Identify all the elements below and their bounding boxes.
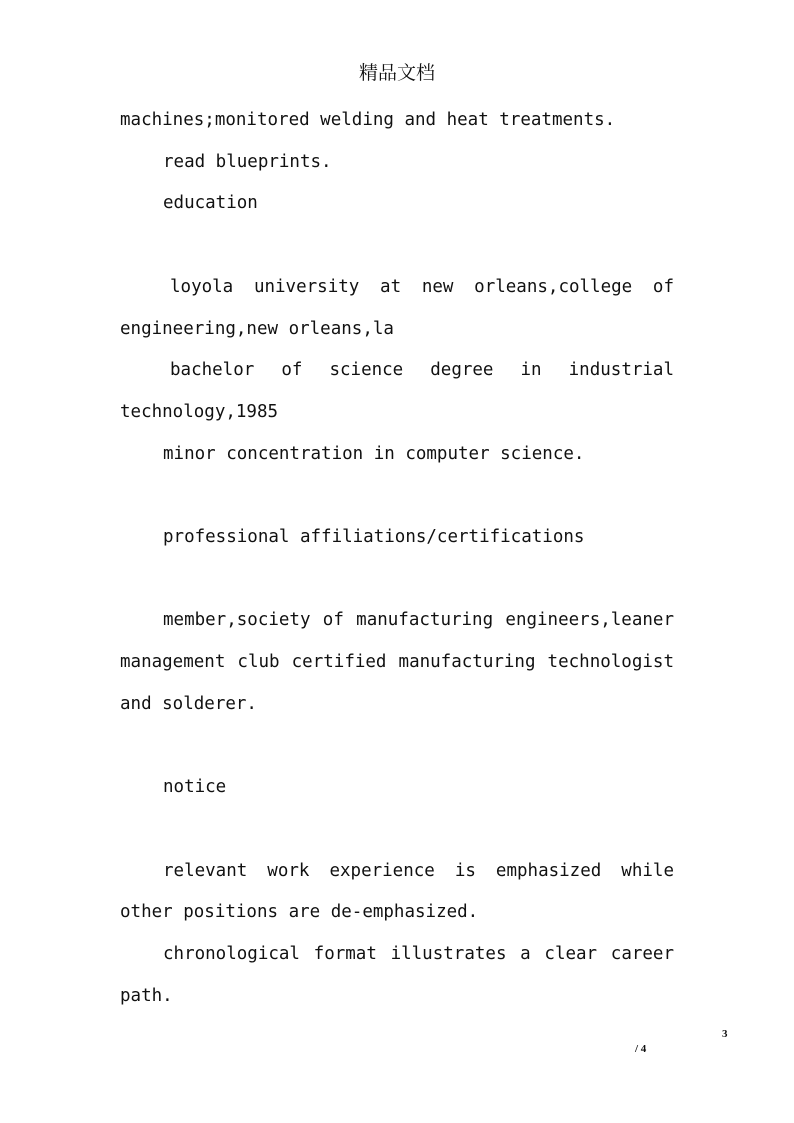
education-minor: minor concentration in computer science. xyxy=(163,443,585,464)
page-number: 3 xyxy=(722,1028,728,1040)
document-body xyxy=(120,100,674,1017)
body-line-continuation: machines;monitored welding and heat treatments. xyxy=(120,110,616,130)
document-header-title: 精品文档 xyxy=(358,62,435,84)
section-heading-notice: notice xyxy=(163,777,227,798)
notice-chronological: chronological format illustrates a clear career path. xyxy=(120,943,674,1006)
section-heading-education: education xyxy=(163,193,258,214)
blank-line xyxy=(120,809,674,851)
education-degree: bachelor of science degree in industrial technology,1985 xyxy=(120,360,674,422)
blank-line xyxy=(120,559,674,601)
notice-relevant: relevant work experience is emphasized while other positions are de-emphasized. xyxy=(120,860,674,923)
body-line-blueprints: read blueprints. xyxy=(163,151,332,172)
affiliations-member: member,society of manufacturing engineers,leaner management club certified manufacturing technologist and solderer. xyxy=(120,610,674,714)
page-total: / 4 xyxy=(635,1043,647,1055)
blank-line xyxy=(120,225,674,267)
blank-line xyxy=(120,726,674,768)
section-heading-affiliations: professional affiliations/certifications xyxy=(163,527,585,547)
blank-line xyxy=(120,475,674,517)
education-university: loyola university at new orleans,college of engineering,new orleans,la xyxy=(120,276,674,339)
